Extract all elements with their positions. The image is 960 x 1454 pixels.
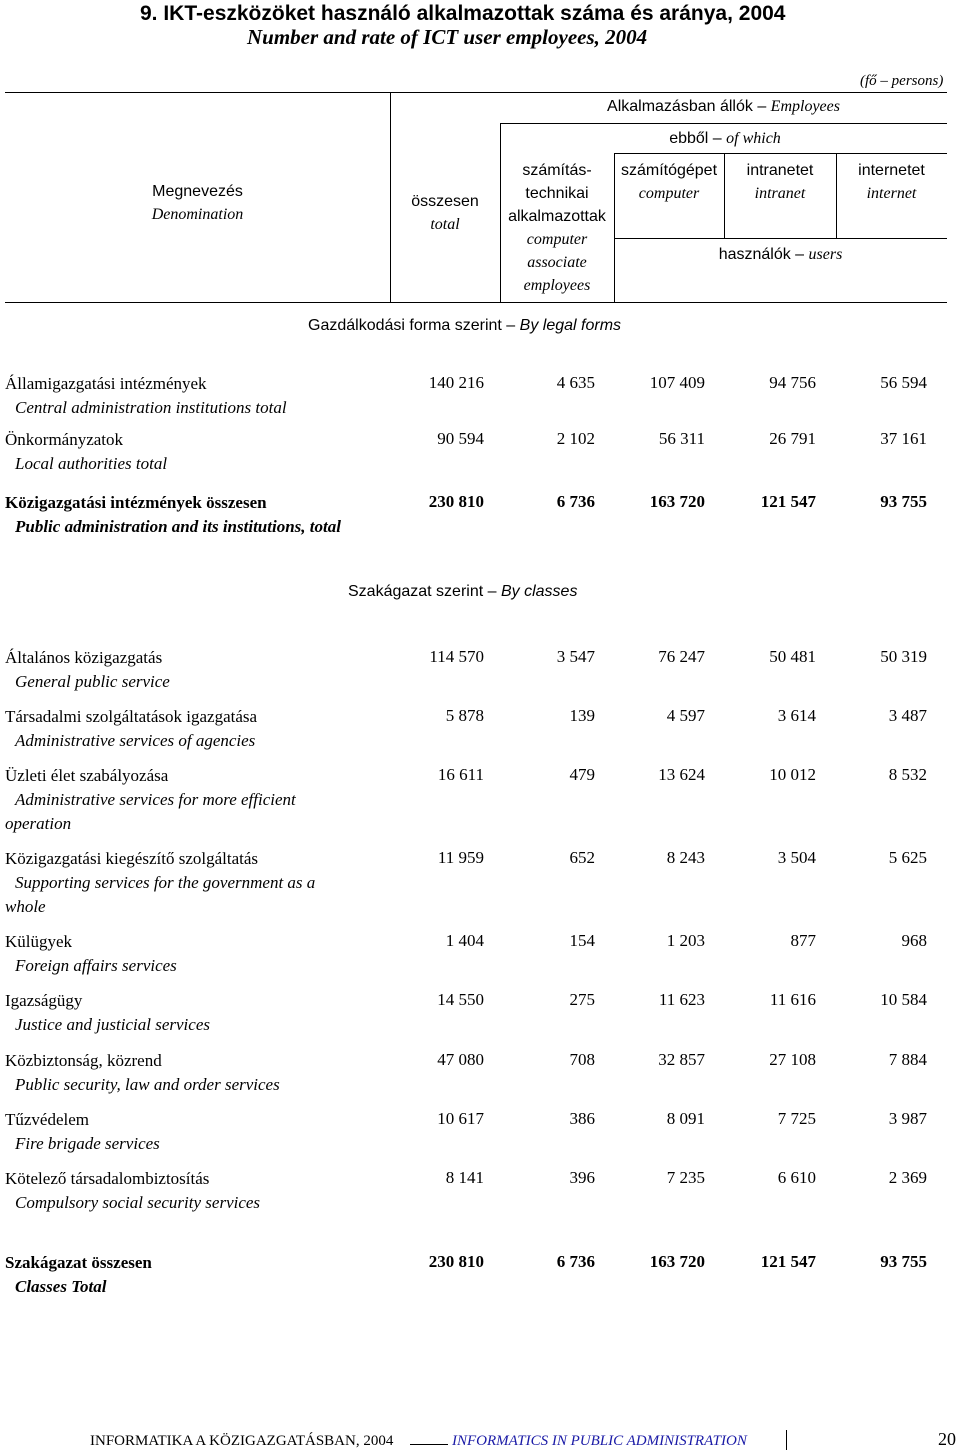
row-label-hu: Kötelező társadalombiztosítás xyxy=(5,1169,210,1188)
row-value: 94 756 xyxy=(769,373,816,392)
row-value: 10 617 xyxy=(437,1109,484,1128)
footer-separator xyxy=(786,1430,787,1450)
row-value: 56 594 xyxy=(880,373,927,392)
row-label-en: Administrative services of agencies xyxy=(15,731,256,750)
row-label xyxy=(5,930,177,978)
row-label-hu: Közigazgatási intézmények összesen xyxy=(5,493,267,512)
row-label-en: Public security, law and order services xyxy=(15,1075,280,1094)
row-value: 121 547 xyxy=(760,492,816,511)
page-title: 9. IKT-eszközöket használó alkalmazottak száma és aránya, 2004 xyxy=(140,2,786,25)
row-value: 56 311 xyxy=(658,429,705,448)
row-value: 90 594 xyxy=(437,429,484,448)
row-label-en: Central administration institutions total xyxy=(15,398,287,417)
row-value: 6 736 xyxy=(556,1252,595,1271)
row-label-hu: Szakágazat összesen xyxy=(5,1253,152,1272)
row-value: 3 614 xyxy=(777,706,816,725)
header-bottom-rule xyxy=(5,302,947,303)
row-value: 396 xyxy=(569,1168,595,1187)
row-value: 13 624 xyxy=(658,765,705,784)
row-label xyxy=(5,1251,152,1299)
row-value: 230 810 xyxy=(428,1252,484,1271)
row-label xyxy=(5,491,341,539)
header-denomination: Megnevezés Denomination xyxy=(151,183,244,223)
row-label-en-cont: whole xyxy=(5,897,46,916)
row-label-en: General public service xyxy=(15,672,170,691)
row-value: 16 611 xyxy=(437,765,484,784)
header-top-rule xyxy=(5,92,947,93)
row-value: 47 080 xyxy=(437,1050,484,1069)
row-label-hu: Társadalmi szolgáltatások igazgatása xyxy=(5,707,258,726)
row-label-hu: Államigazgatási intézmények xyxy=(5,374,207,393)
row-value: 50 319 xyxy=(880,647,927,666)
row-label-hu: Önkormányzatok xyxy=(5,430,124,449)
row-value: 479 xyxy=(569,765,595,784)
row-label-en: Compulsory social security services xyxy=(15,1193,261,1212)
row-value: 2 102 xyxy=(556,429,595,448)
row-value: 8 243 xyxy=(666,848,705,867)
row-value: 5 878 xyxy=(445,706,484,725)
row-label-en: Classes Total xyxy=(15,1277,107,1296)
page-subtitle: Number and rate of ICT user employees, 2004 xyxy=(247,25,648,49)
row-value: 76 247 xyxy=(658,647,705,666)
row-value: 154 xyxy=(569,931,595,950)
row-label xyxy=(5,1049,280,1097)
row-label-en: Public administration and its institutions, total xyxy=(15,517,341,536)
row-value: 7 725 xyxy=(777,1109,816,1128)
row-label xyxy=(5,1108,160,1156)
header-users: használók – users xyxy=(718,246,843,263)
footer-title-hu: INFORMATIKA A KÖZIGAZGATÁSBAN, 2004 xyxy=(90,1433,394,1449)
row-value: 877 xyxy=(790,931,816,950)
row-value: 2 369 xyxy=(888,1168,927,1187)
row-label xyxy=(5,705,257,753)
row-label xyxy=(5,372,287,420)
row-value: 5 625 xyxy=(888,848,927,867)
row-value: 8 141 xyxy=(445,1168,484,1187)
header-rule-employees xyxy=(500,123,947,124)
row-value: 4 635 xyxy=(556,373,595,392)
row-value: 139 xyxy=(569,706,595,725)
header-intranet: intranetet intranet xyxy=(746,162,814,202)
row-value: 7 884 xyxy=(888,1050,927,1069)
row-label xyxy=(5,1167,260,1215)
row-value: 10 584 xyxy=(880,990,927,1009)
row-value: 968 xyxy=(901,931,927,950)
row-label-hu: Általános közigazgatás xyxy=(5,648,163,667)
row-value: 1 203 xyxy=(666,931,705,950)
row-value: 163 720 xyxy=(649,492,705,511)
row-label-hu: Üzleti élet szabályozása xyxy=(5,766,169,785)
row-value: 26 791 xyxy=(769,429,816,448)
row-label-en-cont: operation xyxy=(5,814,72,833)
row-label-hu: Igazságügy xyxy=(5,991,83,1010)
row-value: 11 616 xyxy=(769,990,816,1009)
row-label-en: Foreign affairs services xyxy=(15,956,177,975)
row-label-en: Fire brigade services xyxy=(15,1134,160,1153)
row-label xyxy=(5,646,170,694)
section-legal-forms: Gazdálkodási forma szerint – By legal forms xyxy=(308,317,622,334)
row-value: 140 216 xyxy=(428,373,484,392)
row-value: 8 091 xyxy=(666,1109,705,1128)
row-label-hu: Tűzvédelem xyxy=(5,1110,90,1129)
row-value: 6 610 xyxy=(777,1168,816,1187)
row-value: 93 755 xyxy=(880,1252,927,1271)
row-value: 386 xyxy=(569,1109,595,1128)
header-of-which: ebből – of which xyxy=(669,130,781,147)
row-value: 3 547 xyxy=(556,647,595,666)
row-label xyxy=(5,764,296,836)
header-total: összesen total xyxy=(411,193,479,233)
header-internet: internetet internet xyxy=(858,162,925,202)
footer-dash xyxy=(410,1444,448,1445)
row-label xyxy=(5,428,167,476)
row-value: 230 810 xyxy=(428,492,484,511)
row-value: 163 720 xyxy=(649,1252,705,1271)
header-rule-ofwhich xyxy=(614,153,947,154)
row-value: 27 108 xyxy=(769,1050,816,1069)
row-value: 10 012 xyxy=(769,765,816,784)
row-label xyxy=(5,847,315,919)
row-value: 708 xyxy=(569,1050,595,1069)
row-label-en: Supporting services for the government as a xyxy=(15,873,316,892)
row-label-en: Local authorities total xyxy=(15,454,168,473)
row-value: 8 532 xyxy=(888,765,927,784)
header-computer-associate: számítás- technikai alkalmazottak computer associate employees xyxy=(508,162,606,294)
row-value: 275 xyxy=(569,990,595,1009)
header-rule-users xyxy=(614,238,947,239)
header-computer: számítógépet computer xyxy=(620,162,718,202)
row-label-hu: Közbiztonság, közrend xyxy=(5,1051,162,1070)
row-value: 3 504 xyxy=(777,848,816,867)
unit-label: (fő – persons) xyxy=(860,73,944,89)
row-value: 4 597 xyxy=(666,706,705,725)
row-value: 121 547 xyxy=(760,1252,816,1271)
row-label-hu: Külügyek xyxy=(5,932,73,951)
row-value: 7 235 xyxy=(666,1168,705,1187)
row-label-hu: Közigazgatási kiegészítő szolgáltatás xyxy=(5,849,259,868)
footer-title-en: INFORMATICS IN PUBLIC ADMINISTRATION xyxy=(452,1433,747,1449)
header-employees: Alkalmazásban állók – Employees xyxy=(607,98,840,115)
row-value: 6 736 xyxy=(556,492,595,511)
section-classes: Szakágazat szerint – By classes xyxy=(348,583,578,600)
row-value: 50 481 xyxy=(769,647,816,666)
row-value: 3 487 xyxy=(888,706,927,725)
row-label-en: Administrative services for more efficient xyxy=(15,790,296,809)
row-value: 652 xyxy=(569,848,595,867)
row-value: 11 959 xyxy=(437,848,484,867)
row-value: 93 755 xyxy=(880,492,927,511)
page-number: 20 xyxy=(938,1429,956,1449)
row-label-en: Justice and justicial services xyxy=(15,1015,210,1034)
row-label xyxy=(5,989,210,1037)
row-value: 14 550 xyxy=(437,990,484,1009)
row-value: 107 409 xyxy=(649,373,705,392)
row-value: 114 570 xyxy=(429,647,484,666)
row-value: 11 623 xyxy=(658,990,705,1009)
row-value: 3 987 xyxy=(888,1109,927,1128)
row-value: 1 404 xyxy=(445,931,484,950)
row-value: 37 161 xyxy=(880,429,927,448)
row-value: 32 857 xyxy=(658,1050,705,1069)
